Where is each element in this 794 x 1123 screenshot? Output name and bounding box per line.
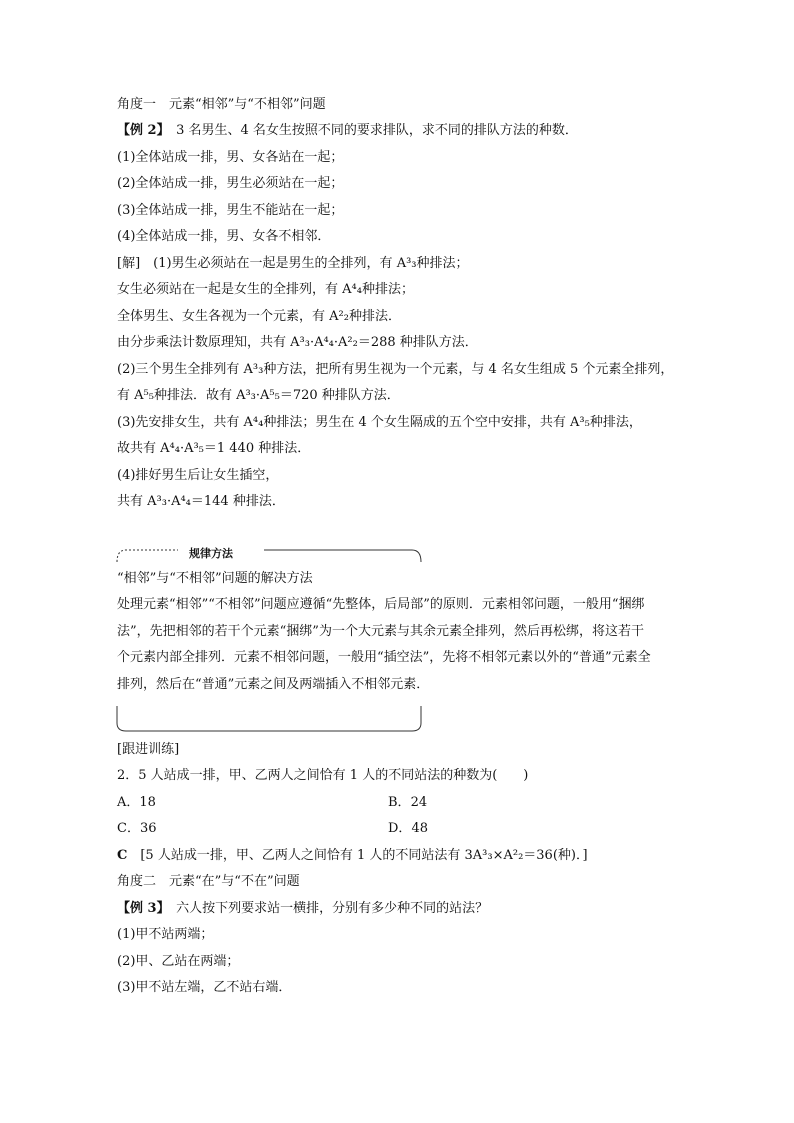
method-box-top-frame <box>116 547 422 563</box>
solution-line: (3)先安排女生，共有 A⁴₄种排法；男生在 4 个女生隔成的五个空中安排，共有 A³₅种排法， <box>117 415 642 430</box>
solution-line: 由分步乘法计数原理知，共有 A³₃·A⁴₄·A²₂＝288 种排队方法． <box>117 335 478 350</box>
example3-text: 六人按下列要求站一横排，分别有多少种不同的站法？ <box>163 901 489 916</box>
method-text-line: 个元素内部全排列．元素不相邻问题，一般用“插空法”，先将不相邻元素以外的“普通”元素全 <box>117 650 651 665</box>
option-value: 24 <box>410 795 428 810</box>
option-c <box>117 820 157 838</box>
method-box-bottom-frame <box>116 705 422 733</box>
option-a <box>117 794 156 812</box>
practice-question: 2．5 人站成一排，甲、乙两人之间恰有 1 人的不同站法的种数为( ) <box>117 768 529 783</box>
example3-line <box>117 900 488 918</box>
solution-line: 有 A⁵₅种排法．故有 A³₃·A⁵₅＝720 种排队方法． <box>117 388 400 403</box>
section2-heading: 角度二 元素“在”与“不在”问题 <box>117 874 300 889</box>
example2-label: 【例 2】 <box>117 123 164 138</box>
solution-line: (2)三个男生全排列有 A³₃种方法，把所有男生视为一个元素，与 4 名女生组成 5 个元素全排列， <box>117 362 674 377</box>
answer-explanation: [5 人站成一排，甲、乙两人之间恰有 1 人的不同站法有 3A³₃×A²₂＝36(种)．] <box>127 848 588 863</box>
section1-heading: 角度一 元素“相邻”与“不相邻”问题 <box>117 97 326 112</box>
option-key: A． <box>117 795 140 810</box>
option-value: 48 <box>411 821 428 836</box>
example2-text: 3 名男生、4 名女生按照不同的要求排队，求不同的排队方法的种数． <box>163 123 578 138</box>
solution-line: 共有 A³₃·A⁴₄＝144 种排法． <box>117 494 285 509</box>
method-text-line: 排列，然后在“普通”元素之间及两端插入不相邻元素． <box>117 677 430 692</box>
option-key: C． <box>117 821 140 836</box>
question-1: (1)全体站成一排，男、女各站在一起； <box>117 150 344 165</box>
option-b <box>388 794 427 812</box>
solution-line: 女生必须站在一起是女生的全排列，有 A⁴₄种排法； <box>117 282 414 297</box>
solution-line: [解] (1)男生必须站在一起是男生的全排列，有 A³₃种排法； <box>117 256 469 271</box>
example2-line <box>117 122 578 140</box>
solution-line: (4)排好男生后让女生插空， <box>117 468 279 483</box>
example3-question-2: (2)甲、乙站在两端； <box>117 954 240 969</box>
method-box-label: 规律方法 <box>186 547 236 561</box>
method-box-top-border <box>116 547 422 563</box>
practice-answer <box>117 847 588 865</box>
method-title: “相邻”与“不相邻”问题的解决方法 <box>117 571 313 586</box>
option-value: 36 <box>139 821 157 836</box>
method-box-bottom-border <box>116 705 422 733</box>
method-text-line: 法”，先把相邻的若干个元素“捆绑”为一个大元素与其余元素全排列，然后再松绑，将这若干 <box>117 624 644 639</box>
option-key: D． <box>388 821 412 836</box>
question-2: (2)全体站成一排，男生必须站在一起； <box>117 176 344 191</box>
example3-question-3: (3)甲不站左端，乙不站右端． <box>117 980 292 995</box>
option-key: B． <box>388 795 411 810</box>
option-value: 18 <box>139 795 156 810</box>
question-4: (4)全体站成一排，男、女各不相邻． <box>117 229 331 244</box>
option-d <box>388 820 428 838</box>
solution-line: 故共有 A⁴₄·A³₅＝1 440 种排法． <box>117 441 311 456</box>
example3-label: 【例 3】 <box>117 901 164 916</box>
practice-label: [跟进训练] <box>117 742 180 757</box>
answer-key: C <box>117 848 128 863</box>
method-text-line: 处理元素“相邻”“不相邻”问题应遵循“先整体，后局部”的原则．元素相邻问题，一般用“捆绑 <box>117 597 645 612</box>
example3-question-1: (1)甲不站两端； <box>117 927 214 942</box>
solution-line: 全体男生、女生各视为一个元素，有 A²₂种排法． <box>117 309 401 324</box>
question-3: (3)全体站成一排，男生不能站在一起； <box>117 203 344 218</box>
